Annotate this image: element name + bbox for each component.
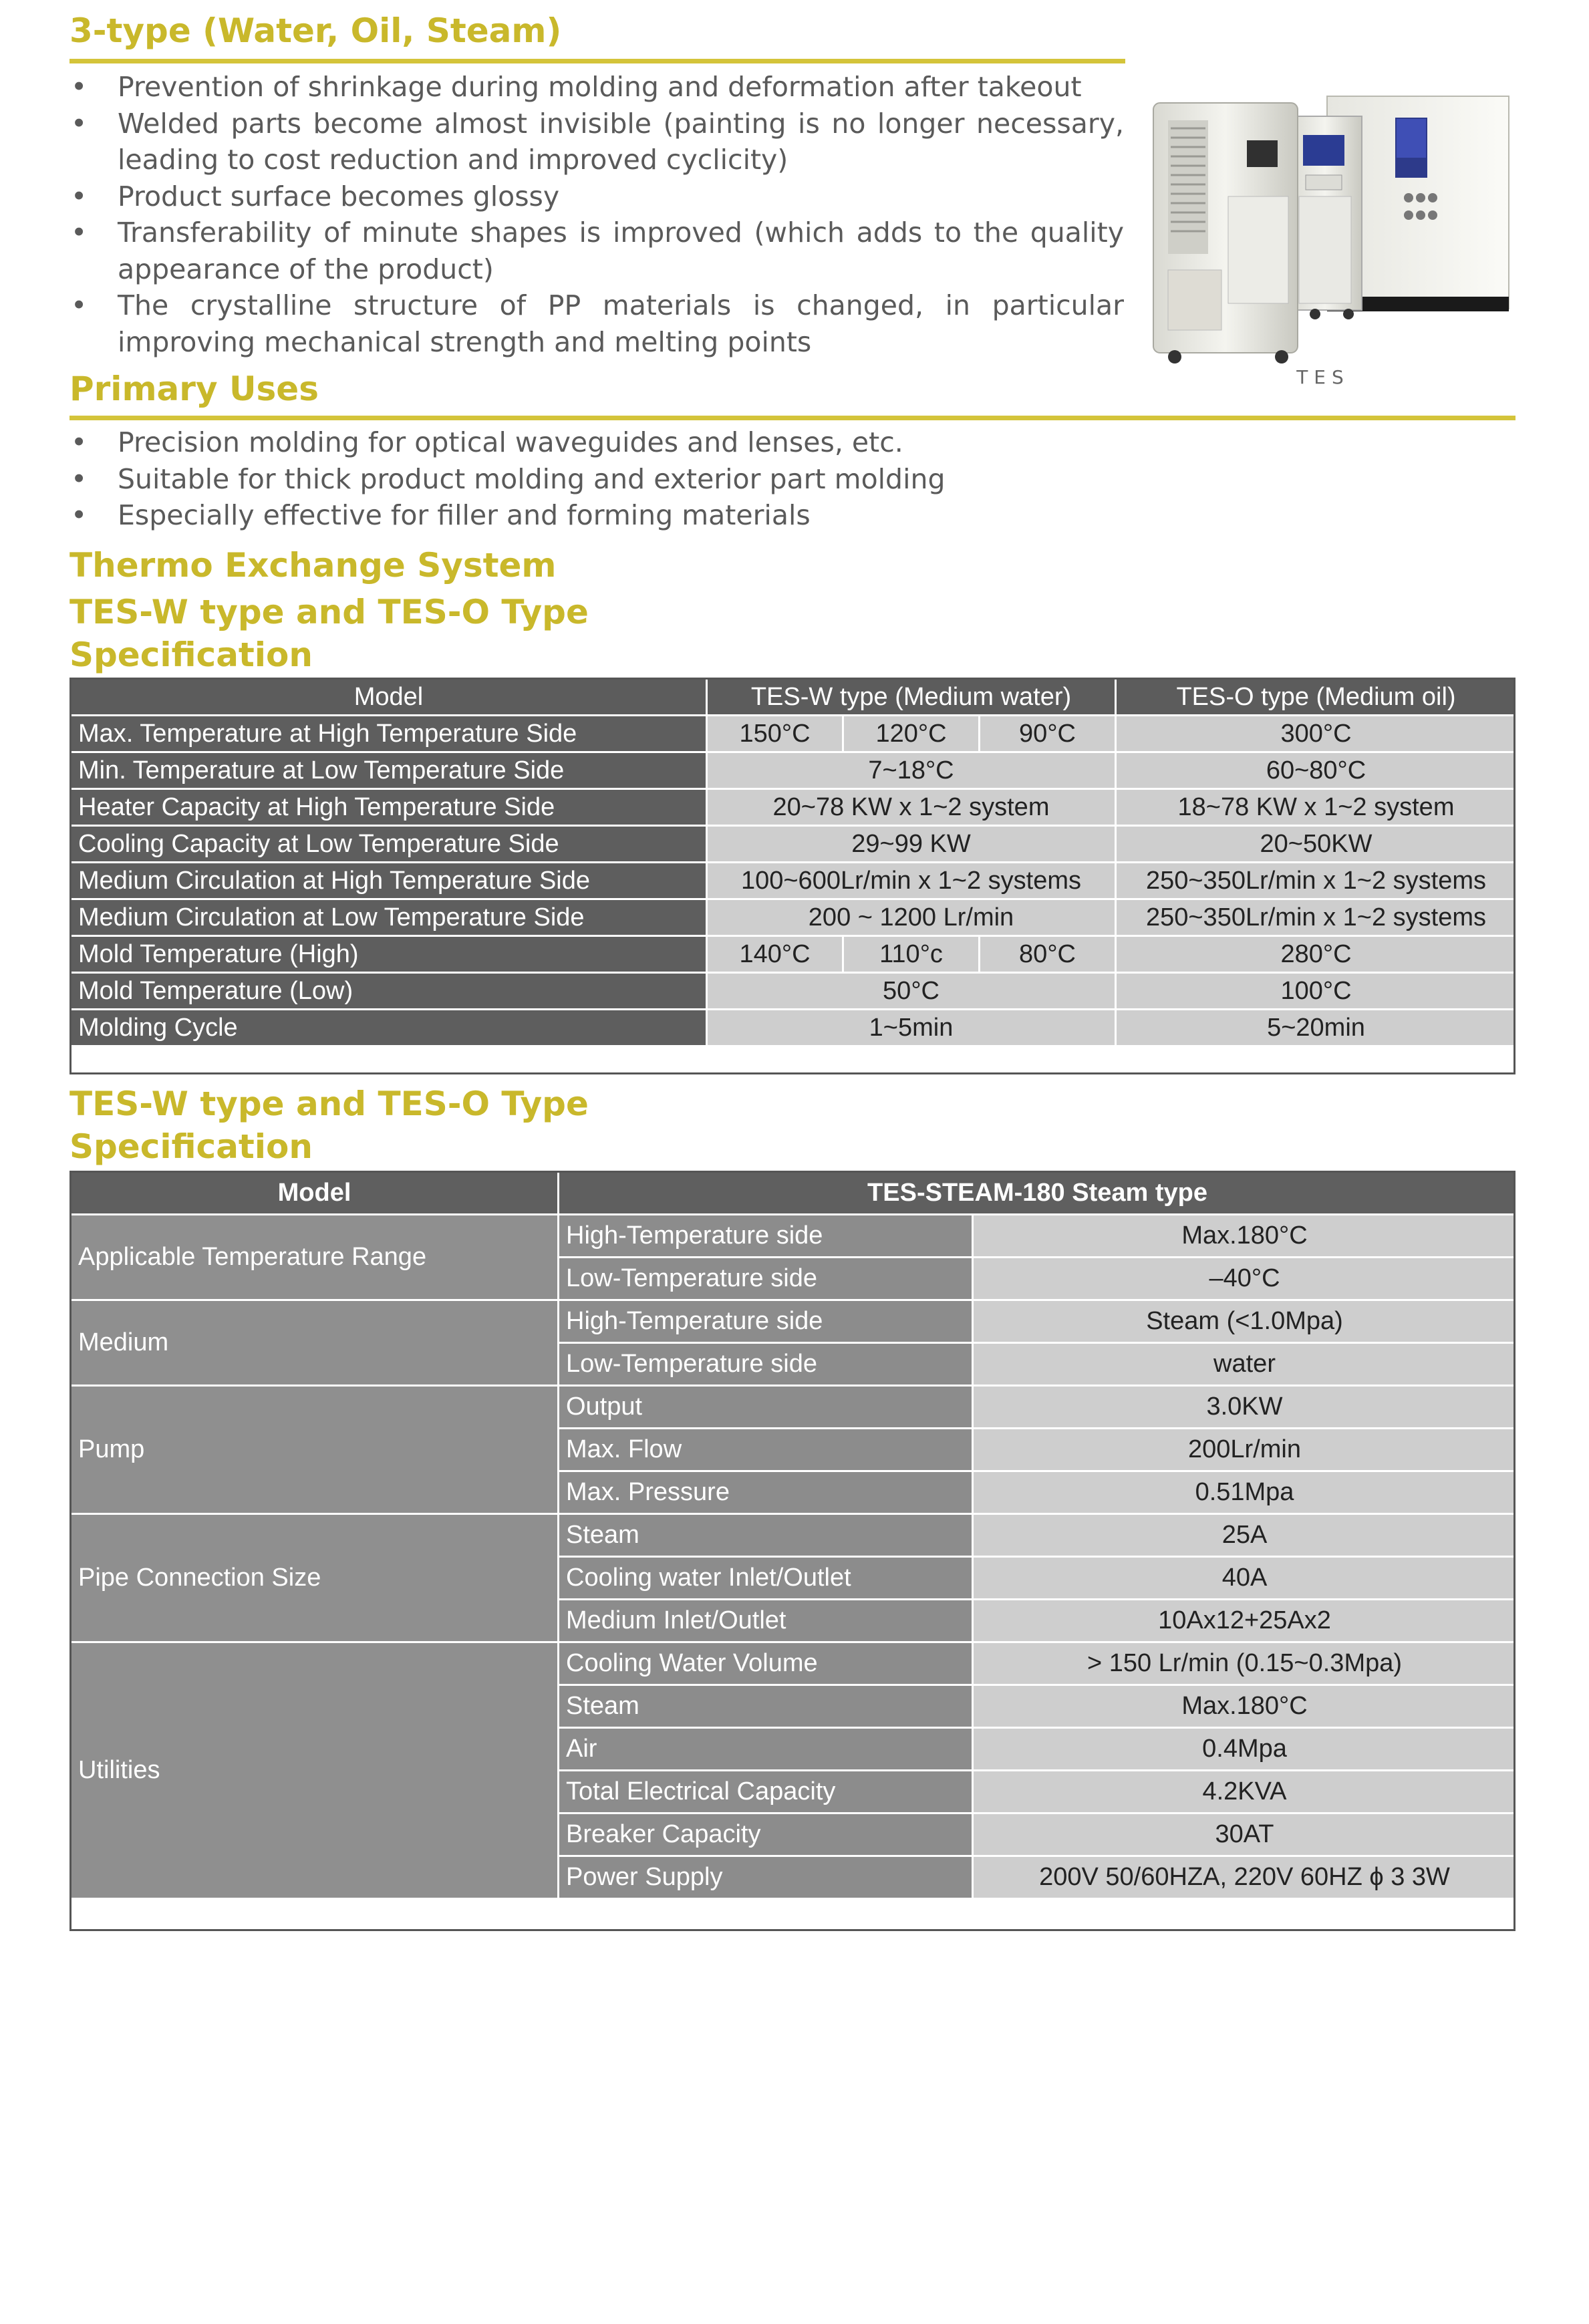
table-row <box>71 863 1517 899</box>
section-title-3-type: 3-type (Water, Oil, Steam) <box>69 11 562 50</box>
primary-uses-rule <box>69 416 1515 420</box>
tes-o-value: 280°C <box>1116 936 1517 973</box>
table-row <box>71 973 1517 1010</box>
spec-table-steam <box>69 1171 1518 1900</box>
group-label: Utilities <box>71 1642 559 1899</box>
tes-w-value: 20~78 KW x 1~2 system <box>707 789 1116 826</box>
sub-label: Steam <box>559 1685 973 1728</box>
tes-o-value: 18~78 KW x 1~2 system <box>1116 789 1517 826</box>
group-label: Medium <box>71 1300 559 1386</box>
bullet-item: • Suitable for thick product molding and exterior part molding <box>69 461 1473 498</box>
table-row <box>71 1642 1517 1685</box>
table-row <box>71 899 1517 936</box>
sub-label: High-Temperature side <box>559 1215 973 1258</box>
section-title-specification: Specification <box>69 635 313 674</box>
row-label: Molding Cycle <box>71 1010 707 1046</box>
section-title-tes-types-2: TES-W type and TES-O Type <box>69 1084 589 1123</box>
row-label: Medium Circulation at High Temperature Side <box>71 863 707 899</box>
tes-w-value: 150°C <box>707 716 843 752</box>
sub-label: Total Electrical Capacity <box>559 1771 973 1813</box>
tes-o-value: 250~350Lr/min x 1~2 systems <box>1116 899 1517 936</box>
spec-value: 200V 50/60HZA, 220V 60HZ ϕ 3 3W <box>973 1856 1517 1899</box>
tes-w-value: 50°C <box>707 973 1116 1010</box>
table-row <box>71 752 1517 789</box>
spec-value: 10Ax12+25Ax2 <box>973 1600 1517 1642</box>
header-tes-w: TES-W type (Medium water) <box>707 679 1116 716</box>
spec-value: > 150 Lr/min (0.15~0.3Mpa) <box>973 1642 1517 1685</box>
bullet-item: • The crystalline structure of PP materials is changed, in particular improving mechanical strength and melting points <box>69 287 1124 360</box>
tes-w-value: 7~18°C <box>707 752 1116 789</box>
row-label: Mold Temperature (Low) <box>71 973 707 1010</box>
tes-w-value: 80°C <box>980 936 1116 973</box>
header-tes-o: TES-O type (Medium oil) <box>1116 679 1517 716</box>
sub-label: High-Temperature side <box>559 1300 973 1343</box>
primary-uses-list <box>69 424 1473 534</box>
table-row <box>71 826 1517 863</box>
spec-value: 4.2KVA <box>973 1771 1517 1813</box>
header-model: Model <box>71 1172 559 1215</box>
tes-o-value: 300°C <box>1116 716 1517 752</box>
header-steam-type: TES-STEAM-180 Steam type <box>559 1172 1517 1215</box>
table-header-row <box>71 1172 1517 1215</box>
row-label: Mold Temperature (High) <box>71 936 707 973</box>
sub-label: Air <box>559 1728 973 1771</box>
tes-w-value: 1~5min <box>707 1010 1116 1046</box>
sub-label: Output <box>559 1386 973 1429</box>
spec-value: 0.51Mpa <box>973 1471 1517 1514</box>
tes-w-value: 120°C <box>843 716 980 752</box>
bullet-item: • Welded parts become almost invisible (painting is no longer necessary, leading to cost reduction and improved cyclicity) <box>69 106 1124 178</box>
sub-label: Breaker Capacity <box>559 1813 973 1856</box>
spec-value: 30AT <box>973 1813 1517 1856</box>
bullet-item: • Precision molding for optical waveguides and lenses, etc. <box>69 424 1473 461</box>
tes-o-value: 100°C <box>1116 973 1517 1010</box>
table-row <box>71 1514 1517 1557</box>
tes-machines-photo <box>1148 76 1520 370</box>
section-title-tes-types: TES-W type and TES-O Type <box>69 593 589 631</box>
tes-w-value: 200 ~ 1200 Lr/min <box>707 899 1116 936</box>
tes-w-value: 110°c <box>843 936 980 973</box>
table-row <box>71 1010 1517 1046</box>
bullet-item: • Transferability of minute shapes is improved (which adds to the quality appearance of the product) <box>69 214 1124 287</box>
spec-value: 0.4Mpa <box>973 1728 1517 1771</box>
photo-caption: TES <box>1296 366 1350 388</box>
spec-value: –40°C <box>973 1258 1517 1300</box>
sub-label: Low-Temperature side <box>559 1258 973 1300</box>
group-label: Pump <box>71 1386 559 1514</box>
table-row <box>71 936 1517 973</box>
spec-value: 25A <box>973 1514 1517 1557</box>
spec-value: 3.0KW <box>973 1386 1517 1429</box>
group-label: Pipe Connection Size <box>71 1514 559 1642</box>
sub-label: Max. Pressure <box>559 1471 973 1514</box>
title-rule <box>69 59 1125 63</box>
table-row <box>71 1300 1517 1343</box>
spec-value: 40A <box>973 1557 1517 1600</box>
row-label: Cooling Capacity at Low Temperature Side <box>71 826 707 863</box>
row-label: Max. Temperature at High Temperature Side <box>71 716 707 752</box>
tes-w-value: 90°C <box>980 716 1116 752</box>
tes-o-value: 20~50KW <box>1116 826 1517 863</box>
sub-label: Power Supply <box>559 1856 973 1899</box>
table-row <box>71 789 1517 826</box>
tes-o-value: 60~80°C <box>1116 752 1517 789</box>
tes-w-value: 140°C <box>707 936 843 973</box>
bullet-item: • Prevention of shrinkage during molding and deformation after takeout <box>69 69 1124 106</box>
table-header-row <box>71 679 1517 716</box>
table-row <box>71 1386 1517 1429</box>
spec-table-tes-w-o <box>69 678 1518 1047</box>
features-list <box>69 69 1124 360</box>
row-label: Min. Temperature at Low Temperature Side <box>71 752 707 789</box>
sub-label: Steam <box>559 1514 973 1557</box>
header-model: Model <box>71 679 707 716</box>
spec-value: water <box>973 1343 1517 1386</box>
table-row <box>71 1215 1517 1258</box>
tes-o-value: 250~350Lr/min x 1~2 systems <box>1116 863 1517 899</box>
section-title-specification-2: Specification <box>69 1127 313 1166</box>
spec-value: 200Lr/min <box>973 1429 1517 1471</box>
spec-value: Steam (<1.0Mpa) <box>973 1300 1517 1343</box>
bullet-item: • Especially effective for filler and forming materials <box>69 497 1473 534</box>
section-title-thermo-exchange: Thermo Exchange System <box>69 546 557 585</box>
row-label: Medium Circulation at Low Temperature Side <box>71 899 707 936</box>
bullet-item: • Product surface becomes glossy <box>69 178 1124 215</box>
table-row <box>71 716 1517 752</box>
sub-label: Low-Temperature side <box>559 1343 973 1386</box>
group-label: Applicable Temperature Range <box>71 1215 559 1300</box>
sub-label: Cooling Water Volume <box>559 1642 973 1685</box>
section-title-primary-uses: Primary Uses <box>69 370 319 408</box>
sub-label: Cooling water Inlet/Outlet <box>559 1557 973 1600</box>
tes-w-value: 29~99 KW <box>707 826 1116 863</box>
sub-label: Max. Flow <box>559 1429 973 1471</box>
tes-w-value: 100~600Lr/min x 1~2 systems <box>707 863 1116 899</box>
tes-o-value: 5~20min <box>1116 1010 1517 1046</box>
sub-label: Medium Inlet/Outlet <box>559 1600 973 1642</box>
row-label: Heater Capacity at High Temperature Side <box>71 789 707 826</box>
spec-value: Max.180°C <box>973 1215 1517 1258</box>
spec-value: Max.180°C <box>973 1685 1517 1728</box>
